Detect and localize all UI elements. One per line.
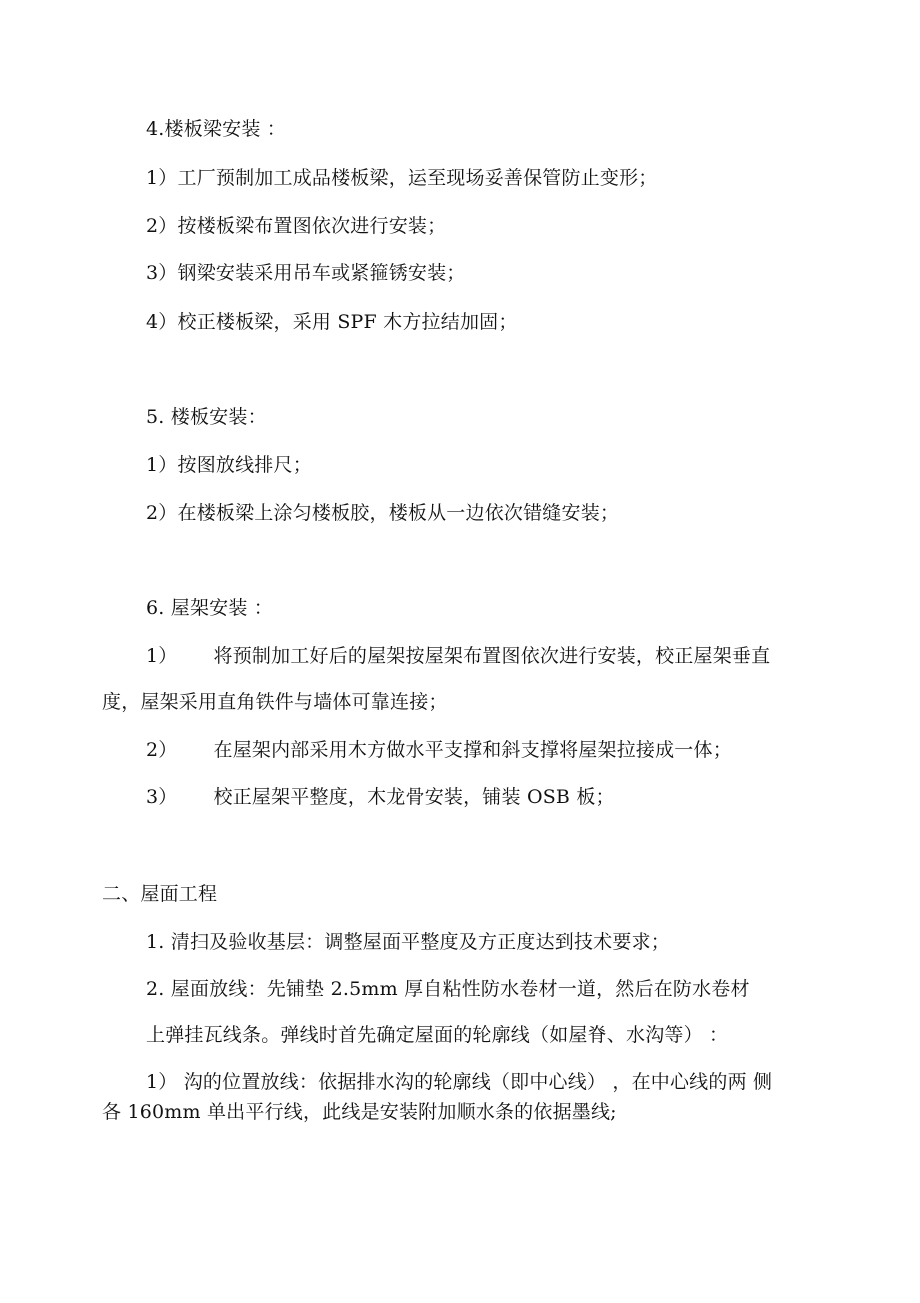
section-6-item-3 <box>146 785 615 809</box>
section-6-item-3-text: 校正屋架平整度，木龙骨安装，铺装 OSB 板； <box>213 786 615 808</box>
section-4-item-3: 3）钢梁安装采用吊车或紧箍锈安装； <box>146 262 466 284</box>
part-2-heading: 二、屋面工程 <box>102 883 218 905</box>
part-2-paragraph-3-continued: 各 160mm 单出平行线，此线是安装附加顺水条的依据墨线; <box>102 1101 617 1123</box>
section-6-item-2-text: 在屋架内部采用木方做水平支撑和斜支撑将屋架拉接成一体； <box>213 739 732 761</box>
part-2-paragraph-1: 1. 清扫及验收基层：调整屋面平整度及方正度达到技术要求； <box>146 931 670 953</box>
section-6-item-3-number: 3） <box>146 786 178 808</box>
section-4-item-1: 1）工厂预制加工成品楼板梁，运至现场妥善保管防止变形； <box>146 167 658 189</box>
section-5-item-1: 1）按图放线排尺； <box>146 454 312 476</box>
section-6-item-1-text: 将预制加工好后的屋架按屋架布置图依次进行安装，校正屋架垂直 <box>213 645 771 667</box>
part-2-paragraph-2: 2. 屋面放线：先铺垫 2.5mm 厚自粘性防水卷材一道，然后在防水卷材 <box>146 978 750 1000</box>
section-6-heading: 6. 屋架安装 ： <box>146 597 274 619</box>
part-2-paragraph-3: 1） 沟的位置放线：依据排水沟的轮廓线（即中心线） ，在中心线的两 侧 <box>146 1071 773 1093</box>
section-4-item-4: 4）校正楼板梁，采用 SPF 木方拉结加固； <box>146 311 518 333</box>
section-6-item-1 <box>146 644 770 668</box>
section-6-item-2 <box>146 738 732 762</box>
section-6-item-1-continued: 度，屋架采用直角铁件与墙体可靠连接； <box>102 691 448 713</box>
part-2-paragraph-2-continued: 上弹挂瓦线条。弹线时首先确定屋面的轮廓线（如屋脊、水沟等） ： <box>146 1024 729 1046</box>
section-6-item-2-number: 2） <box>146 739 178 761</box>
section-5-heading: 5. 楼板安装： <box>146 406 267 428</box>
section-6-item-1-number: 1） <box>146 645 178 667</box>
section-4-heading: 4.楼板梁安装 ： <box>146 118 286 140</box>
section-5-item-2: 2）在楼板梁上涂匀楼板胶，楼板从一边依次错缝安装； <box>146 502 620 524</box>
section-4-item-2: 2）按楼板梁布置图依次进行安装； <box>146 215 447 237</box>
